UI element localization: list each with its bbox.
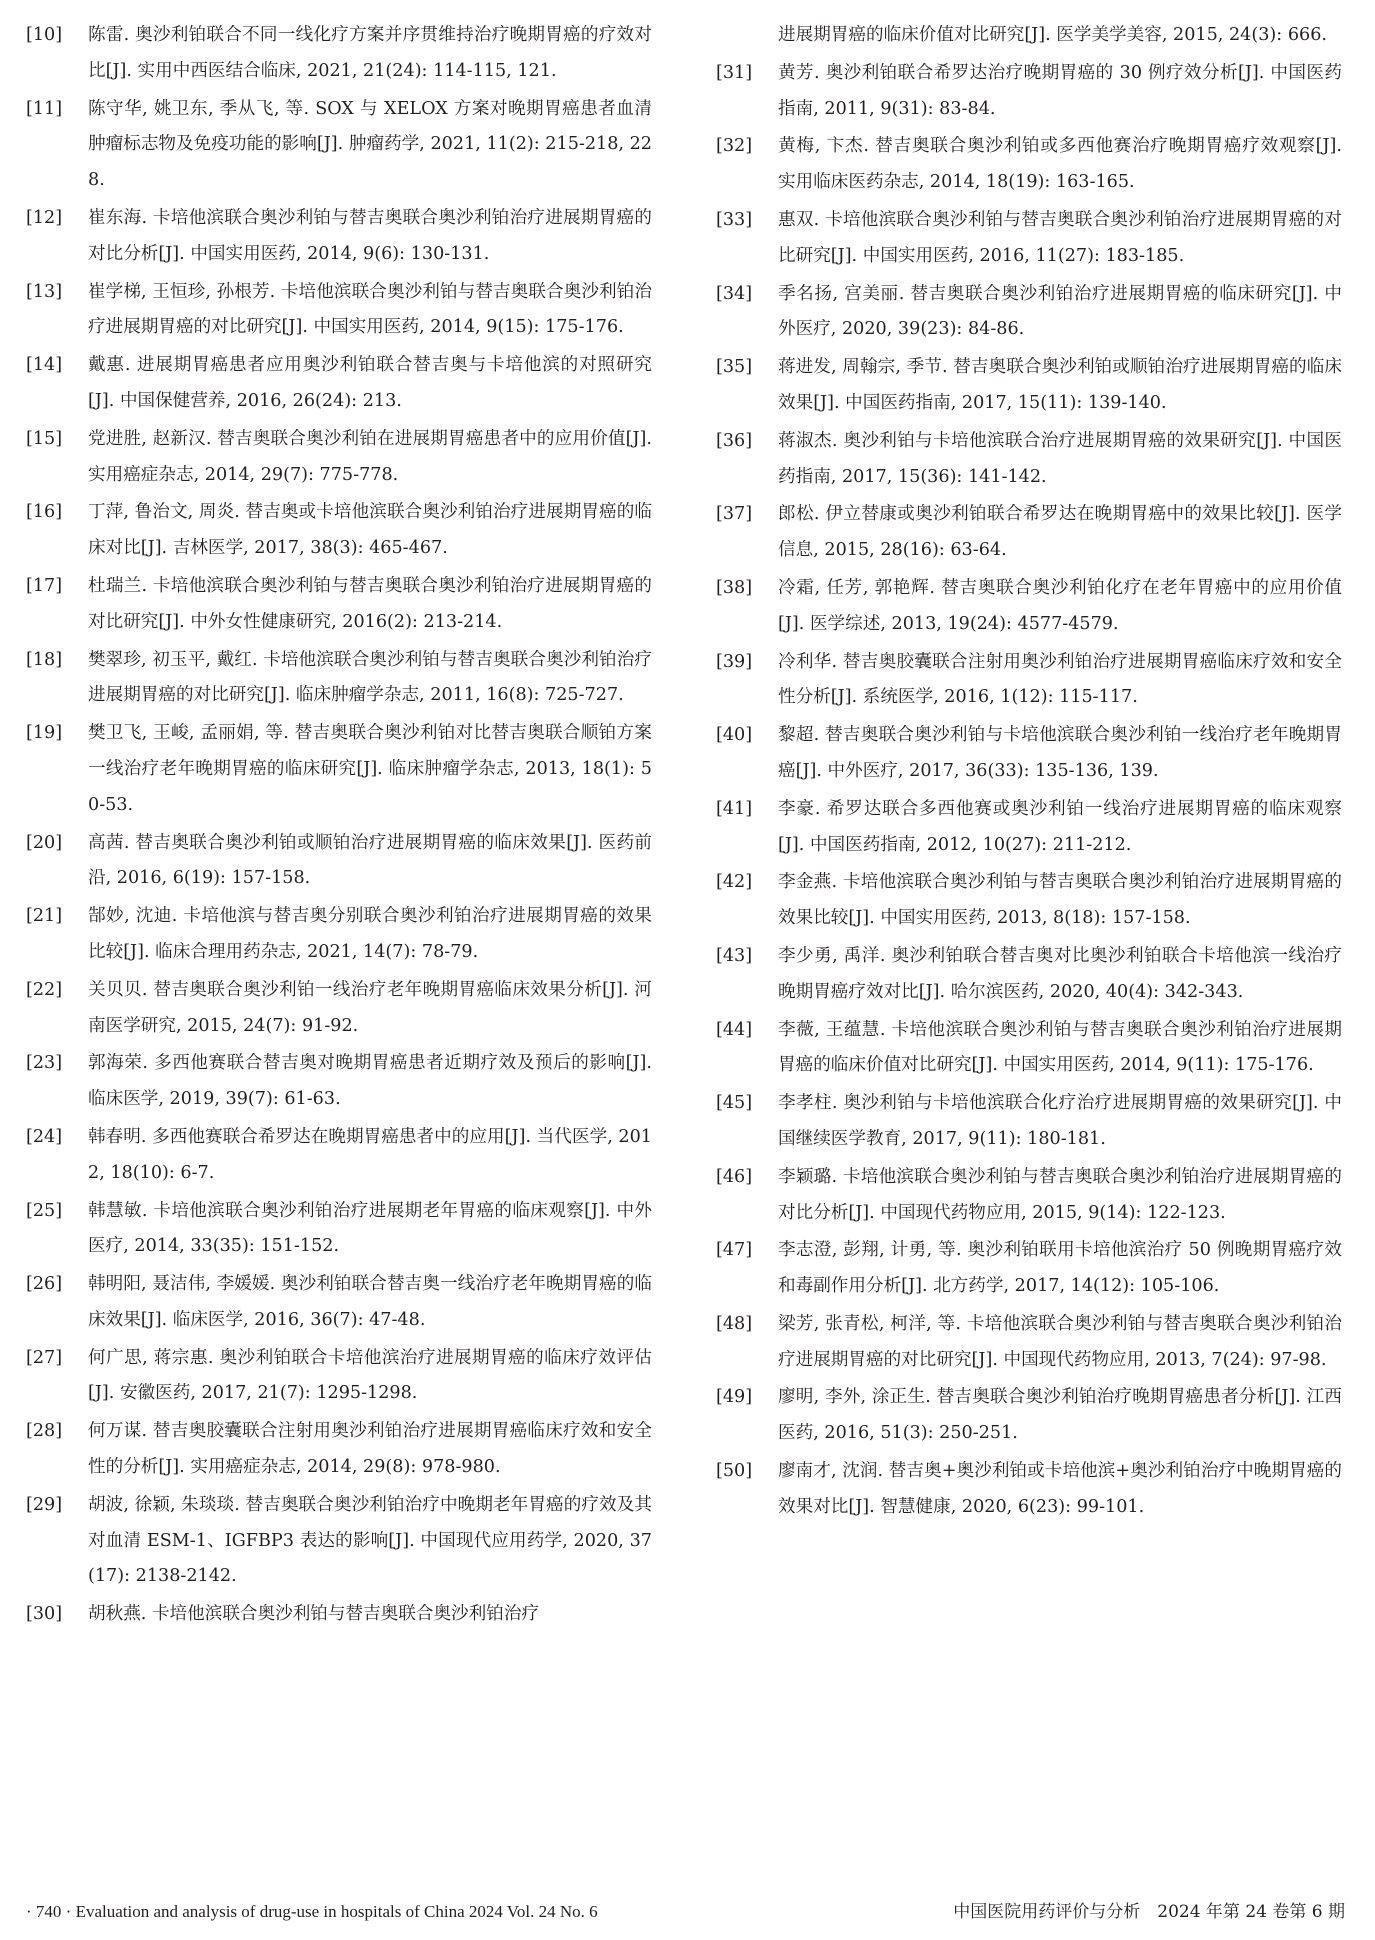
reference-number: [12] — [26, 207, 63, 228]
reference-number: [20] — [26, 832, 63, 853]
reference-number: [49] — [716, 1387, 753, 1408]
reference-item — [716, 571, 1342, 643]
reference-item — [716, 1013, 1342, 1085]
reference-text: 高茜. 替吉奥联合奥沙利铂或顺铂治疗进展期胃癌的临床效果[J]. 医药前沿, 2016, 6(19): 157-158. — [88, 832, 652, 889]
reference-item — [716, 645, 1342, 717]
reference-text: 郎松. 伊立替康或奥沙利铂联合希罗达在晚期胃癌中的效果比较[J]. 医学信息, 2015, 28(16): 63-64. — [778, 504, 1342, 561]
reference-item — [716, 718, 1342, 790]
reference-item — [716, 1160, 1342, 1232]
reference-text: 郭海荣. 多西他赛联合替吉奥对晚期胃癌患者近期疗效及预后的影响[J]. 临床医学, 2019, 39(7): 61-63. — [88, 1053, 652, 1110]
reference-item — [716, 56, 1342, 128]
reference-item — [26, 973, 652, 1045]
reference-text: 胡秋燕. 卡培他滨联合奥沙利铂与替吉奥联合奥沙利铂治疗 — [88, 1604, 540, 1625]
reference-text: 杜瑞兰. 卡培他滨联合奥沙利铂与替吉奥联合奥沙利铂治疗进展期胃癌的对比研究[J]. 中外女性健康研究, 2016(2): 213-214. — [88, 575, 652, 632]
reference-item — [716, 1307, 1342, 1379]
reference-number: [11] — [26, 98, 63, 119]
reference-number: [31] — [716, 62, 753, 83]
reference-number: [35] — [716, 357, 753, 378]
reference-item — [26, 1046, 652, 1118]
reference-text: 李志澄, 彭翔, 计勇, 等. 奥沙利铂联用卡培他滨治疗 50 例晚期胃癌疗效和毒副作用分析[J]. 北方药学, 2017, 14(12): 105-106. — [778, 1240, 1342, 1297]
reference-text: 丁萍, 鲁治文, 周炎. 替吉奥或卡培他滨联合奥沙利铂治疗进展期胃癌的临床对比[J]. 吉林医学, 2017, 38(3): 465-467. — [88, 502, 652, 559]
reference-item — [716, 865, 1342, 937]
reference-text: 陈雷. 奥沙利铂联合不同一线化疗方案并序贯维持治疗晚期胃癌的疗效对比[J]. 实用中西医结合临床, 2021, 21(24): 114-115, 121. — [88, 25, 652, 81]
reference-number: [36] — [716, 430, 753, 451]
reference-item — [716, 277, 1342, 349]
reference-text: 李孝柱. 奥沙利铂与卡培他滨联合化疗治疗进展期胃癌的效果研究[J]. 中国继续医学教育, 2017, 9(11): 180-181. — [778, 1093, 1342, 1149]
reference-item — [26, 201, 652, 273]
reference-text: 季名扬, 宫美丽. 替吉奥联合奥沙利铂治疗进展期胃癌的临床研究[J]. 中外医疗, 2020, 39(23): 84-86. — [778, 283, 1342, 340]
reference-number: [41] — [716, 798, 753, 819]
reference-item — [716, 350, 1342, 422]
reference-text: 黄梅, 卞杰. 替吉奥联合奥沙利铂或多西他赛治疗晚期胃癌疗效观察[J]. 实用临床医药杂志, 2014, 18(19): 163-165. — [778, 136, 1342, 193]
reference-number: [19] — [26, 723, 63, 744]
reference-item — [716, 1233, 1342, 1305]
reference-text: 李颖璐. 卡培他滨联合奥沙利铂与替吉奥联合奥沙利铂治疗进展期胃癌的对比分析[J]. 中国现代药物应用, 2015, 9(14): 122-123. — [778, 1166, 1342, 1223]
reference-item — [26, 899, 652, 971]
reference-text: 陈守华, 姚卫东, 季从飞, 等. SOX 与 XELOX 方案对晚期胃癌患者血清肿瘤标志物及免疫功能的影响[J]. 肿瘤药学, 2021, 11(2): 215-218, 228. — [88, 98, 652, 191]
reference-item — [716, 203, 1342, 275]
reference-number: [44] — [716, 1019, 753, 1040]
reference-text: 樊卫飞, 王峻, 孟丽娟, 等. 替吉奥联合奥沙利铂对比替吉奥联合顺铂方案一线治疗老年晚期胃癌的临床研究[J]. 临床肿瘤学杂志, 2013, 18(1): 50-53. — [88, 723, 652, 815]
reference-text: 韩明阳, 聂洁伟, 李媛媛. 奥沙利铂联合替吉奥一线治疗老年晚期胃癌的临床效果[J]. 临床医学, 2016, 36(7): 47-48. — [88, 1274, 652, 1330]
reference-text: 韩慧敏. 卡培他滨联合奥沙利铂治疗进展期老年胃癌的临床观察[J]. 中外医疗, 2014, 33(35): 151-152. — [88, 1200, 652, 1257]
reference-number: [48] — [716, 1313, 753, 1334]
reference-item — [26, 1597, 652, 1633]
reference-number: [26] — [26, 1274, 63, 1295]
reference-text: 何万谋. 替吉奥胶囊联合注射用奥沙利铂治疗进展期胃癌临床疗效和安全性的分析[J]. 实用癌症杂志, 2014, 29(8): 978-980. — [88, 1421, 652, 1478]
reference-number: [47] — [716, 1240, 753, 1261]
reference-text: 党进胜, 赵新汉. 替吉奥联合奥沙利铂在进展期胃癌患者中的应用价值[J]. 实用癌症杂志, 2014, 29(7): 775-778. — [88, 428, 652, 485]
reference-text: 蒋进发, 周翰宗, 季节. 替吉奥联合奥沙利铂或顺铂治疗进展期胃癌的临床效果[J]. 中国医药指南, 2017, 15(11): 139-140. — [778, 357, 1342, 413]
reference-text: 戴惠. 进展期胃癌患者应用奥沙利铂联合替吉奥与卡培他滨的对照研究[J]. 中国保健营养, 2016, 26(24): 213. — [88, 355, 652, 411]
reference-item — [716, 129, 1342, 201]
reference-number: [34] — [716, 283, 753, 304]
reference-text: 李金燕. 卡培他滨联合奥沙利铂与替吉奥联合奥沙利铂治疗进展期胃癌的效果比较[J]. 中国实用医药, 2013, 8(18): 157-158. — [778, 872, 1342, 929]
reference-item — [716, 1380, 1342, 1452]
reference-number: [25] — [26, 1200, 63, 1221]
reference-number: [28] — [26, 1421, 63, 1442]
reference-text: 崔学梯, 王恒珍, 孙根芳. 卡培他滨联合奥沙利铂与替吉奥联合奥沙利铂治疗进展期胃癌的对比研究[J]. 中国实用医药, 2014, 9(15): 175-176. — [88, 281, 652, 338]
reference-item — [716, 1086, 1342, 1158]
reference-number: [38] — [716, 577, 753, 598]
reference-item — [26, 422, 652, 494]
reference-list-right — [716, 18, 1342, 1528]
reference-item — [26, 1120, 652, 1192]
reference-text: 冷霜, 任芳, 郭艳辉. 替吉奥联合奥沙利铂化疗在老年胃癌中的应用价值[J]. 医学综述, 2013, 19(24): 4577-4579. — [778, 577, 1342, 634]
reference-number: [45] — [716, 1093, 753, 1114]
reference-item — [26, 1194, 652, 1266]
reference-text: 梁芳, 张青松, 柯洋, 等. 卡培他滨联合奥沙利铂与替吉奥联合奥沙利铂治疗进展期胃癌的对比研究[J]. 中国现代药物应用, 2013, 7(24): 97-98. — [778, 1313, 1342, 1370]
reference-item — [26, 348, 652, 420]
reference-number: [16] — [26, 502, 63, 523]
reference-number: [30] — [26, 1604, 63, 1625]
reference-item — [716, 18, 1342, 54]
reference-item — [26, 92, 652, 199]
reference-number: [40] — [716, 725, 753, 746]
reference-item — [26, 1267, 652, 1339]
reference-text: 李豪. 希罗达联合多西他赛或奥沙利铂一线治疗进展期胃癌的临床观察[J]. 中国医药指南, 2012, 10(27): 211-212. — [778, 798, 1342, 855]
reference-number: [46] — [716, 1166, 753, 1187]
reference-text: 樊翠珍, 初玉平, 戴红. 卡培他滨联合奥沙利铂与替吉奥联合奥沙利铂治疗进展期胃癌的对比研究[J]. 临床肿瘤学杂志, 2011, 16(8): 725-727. — [88, 649, 652, 706]
reference-item — [716, 939, 1342, 1011]
reference-number: [37] — [716, 504, 753, 525]
reference-text: 郜妙, 沈迪. 卡培他滨与替吉奥分别联合奥沙利铂治疗进展期胃癌的效果比较[J]. 临床合理用药杂志, 2021, 14(7): 78-79. — [88, 906, 652, 962]
reference-number: [43] — [716, 945, 753, 966]
reference-item — [26, 1414, 652, 1486]
reference-text: 关贝贝. 替吉奥联合奥沙利铂一线治疗老年晚期胃癌临床效果分析[J]. 河南医学研究, 2015, 24(7): 91-92. — [88, 979, 652, 1036]
reference-item — [716, 792, 1342, 864]
reference-number: [24] — [26, 1126, 63, 1147]
reference-item — [716, 1454, 1342, 1526]
reference-number: [27] — [26, 1347, 63, 1368]
reference-number: [33] — [716, 209, 753, 230]
reference-text: 何广思, 蒋宗惠. 奥沙利铂联合卡培他滨治疗进展期胃癌的临床疗效评估[J]. 安徽医药, 2017, 21(7): 1295-1298. — [88, 1347, 652, 1404]
reference-number: [17] — [26, 575, 63, 596]
reference-text: 黄芳. 奥沙利铂联合希罗达治疗晚期胃癌的 30 例疗效分析[J]. 中国医药指南, 2011, 9(31): 83-84. — [778, 62, 1342, 119]
reference-item — [26, 495, 652, 567]
reference-item — [26, 275, 652, 347]
reference-text: 惠双. 卡培他滨联合奥沙利铂与替吉奥联合奥沙利铂治疗进展期胃癌的对比研究[J]. 中国实用医药, 2016, 11(27): 183-185. — [778, 209, 1342, 266]
footer-right: 中国医院用药评价与分析 2024 年第 24 卷第 6 期 — [953, 1902, 1345, 1922]
reference-text: 蒋淑杰. 奥沙利铂与卡培他滨联合治疗进展期胃癌的效果研究[J]. 中国医药指南, 2017, 15(36): 141-142. — [778, 430, 1342, 487]
reference-list-left — [26, 18, 652, 1635]
footer-left: · 740 · Evaluation and analysis of drug-use in hospitals of China 2024 Vol. 24 No. 6 — [26, 1902, 598, 1921]
reference-number: [15] — [26, 428, 63, 449]
reference-text: 黎超. 替吉奥联合奥沙利铂与卡培他滨联合奥沙利铂一线治疗老年晚期胃癌[J]. 中外医疗, 2017, 36(33): 135-136, 139. — [778, 725, 1342, 781]
reference-text: 廖南才, 沈润. 替吉奥+奥沙利铂或卡培他滨+奥沙利铂治疗中晚期胃癌的效果对比[J]. 智慧健康, 2020, 6(23): 99-101. — [778, 1461, 1342, 1517]
reference-item — [26, 1341, 652, 1413]
reference-text: 进展期胃癌的临床价值对比研究[J]. 医学美学美容, 2015, 24(3): 666. — [778, 25, 1327, 45]
reference-item — [26, 643, 652, 715]
reference-number: [32] — [716, 136, 753, 157]
reference-number: [10] — [26, 25, 63, 45]
reference-item — [26, 716, 652, 823]
reference-text: 李少勇, 禹洋. 奥沙利铂联合替吉奥对比奥沙利铂联合卡培他滨一线治疗晚期胃癌疗效对比[J]. 哈尔滨医药, 2020, 40(4): 342-343. — [778, 945, 1342, 1002]
reference-text: 韩春明. 多西他赛联合希罗达在晚期胃癌患者中的应用[J]. 当代医学, 2012, 18(10): 6-7. — [88, 1126, 652, 1183]
reference-number: [22] — [26, 979, 63, 1000]
reference-item — [26, 18, 652, 90]
reference-text: 廖明, 李外, 涂正生. 替吉奥联合奥沙利铂治疗晚期胃癌患者分析[J]. 江西医药, 2016, 51(3): 250-251. — [778, 1387, 1342, 1444]
reference-number: [39] — [716, 651, 753, 672]
reference-number: [14] — [26, 355, 63, 376]
reference-number: [18] — [26, 649, 63, 670]
reference-text: 冷利华. 替吉奥胶囊联合注射用奥沙利铂治疗进展期胃癌临床疗效和安全性分析[J]. 系统医学, 2016, 1(12): 115-117. — [778, 651, 1342, 708]
reference-text: 李薇, 王蕴慧. 卡培他滨联合奥沙利铂与替吉奥联合奥沙利铂治疗进展期胃癌的临床价值对比研究[J]. 中国实用医药, 2014, 9(11): 175-176. — [778, 1019, 1342, 1076]
reference-text: 胡波, 徐颖, 朱琰琰. 替吉奥联合奥沙利铂治疗中晚期老年胃癌的疗效及其对血清 ESM-1、IGFBP3 表达的影响[J]. 中国现代应用药学, 2020, 37(17): 2138-2142. — [88, 1494, 652, 1587]
reference-number: [29] — [26, 1494, 63, 1515]
reference-number: [23] — [26, 1053, 63, 1074]
reference-number: [21] — [26, 906, 63, 927]
reference-item — [716, 497, 1342, 569]
reference-item — [26, 569, 652, 641]
reference-number: [42] — [716, 872, 753, 893]
reference-item — [26, 1488, 652, 1595]
reference-number: [50] — [716, 1461, 753, 1482]
reference-text: 崔东海. 卡培他滨联合奥沙利铂与替吉奥联合奥沙利铂治疗进展期胃癌的对比分析[J]. 中国实用医药, 2014, 9(6): 130-131. — [88, 207, 652, 264]
reference-number: [13] — [26, 281, 63, 302]
reference-item — [716, 424, 1342, 496]
page-footer — [26, 1900, 1345, 1924]
reference-item — [26, 826, 652, 898]
